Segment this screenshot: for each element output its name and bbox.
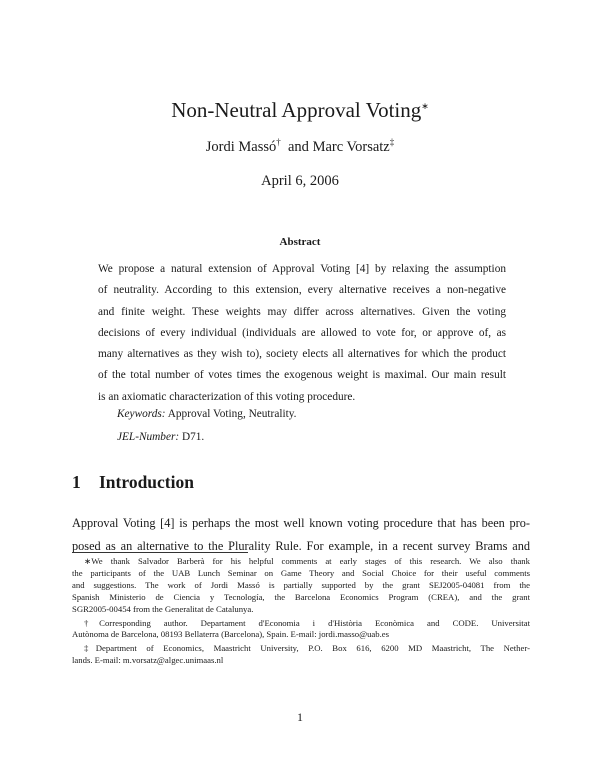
section-number: 1: [72, 472, 81, 492]
author-masso-mark: †: [276, 137, 281, 148]
author-separator: and: [288, 139, 309, 155]
title-footnote-mark: ∗: [421, 101, 429, 111]
footnote-line: SGR2005-00454 from the Generalitat de Catalunya.: [72, 603, 254, 614]
keywords: [117, 408, 296, 420]
section-title: Introduction: [99, 472, 194, 492]
abstract-line: is an axiomatic characterization of this voting procedure.: [98, 390, 356, 403]
footnote-line: Autònoma de Barcelona, 08193 Bellaterra (Barcelona), Spain. E-mail: jordi.masso@uab.es: [72, 629, 390, 640]
abstract-line: of the total number of votes times the exogenous weight is maximal. Our main result: [98, 369, 506, 382]
author-vorsatz-mark: ‡: [389, 137, 395, 148]
footnote-line: the participants of the UAB Lunch Seminar on Game Theory and Social Choice for their useful comments: [72, 567, 530, 578]
intro-line: posed as an alternative to the Plurality Rule. For example, in a recent survey Brams and: [72, 539, 530, 553]
footnote-line: ∗We thank Salvador Barberà for his helpful comments at early stages of this research. We also thank: [84, 556, 530, 566]
page-number: 1: [297, 710, 303, 724]
intro-line: Approval Voting [4] is perhaps the most well known voting procedure that has been pro-: [72, 516, 530, 530]
footnote-vorsatz-affiliation: [72, 643, 530, 667]
abstract-body: [98, 259, 506, 408]
footnote-line: lands. E-mail: m.vorsatz@algec.unimaas.nl: [72, 655, 224, 666]
paper-date: April 6, 2006: [261, 173, 339, 189]
footnote-line: Spanish Ministerio de Ciencia y Tecnología, the Barcelona Economics Program (CREA), and the grant: [72, 591, 530, 602]
jel-value: D71.: [181, 431, 205, 443]
abstract-line: many alternatives as they wish to), society elects all alternatives for which the product: [98, 348, 506, 361]
abstract-line: of neutrality. According to this extension, every alternative receives a non-negative: [98, 284, 506, 297]
keywords-value: Approval Voting, Neutrality.: [167, 408, 297, 420]
jel-label: JEL-Number:: [117, 431, 180, 443]
footnote-line: and suggestions. The work of Jordi Massó is partially supported by the grant SEJ2005-04081 from the: [72, 579, 530, 590]
abstract-line: decisions of every individual (individuals are allowed to vote for, or approve of, as: [98, 326, 506, 339]
author-masso: Jordi Massó: [205, 139, 277, 155]
paper-title: [0, 97, 600, 123]
abstract-line: and finite weight. These weights may differ across alternatives. Given the voting: [98, 305, 506, 318]
author-vorsatz: Marc Vorsatz: [312, 139, 390, 155]
footnote-line: †Corresponding author. Departament d'Economia i d'Història Econòmica and CODE. Universitat: [84, 617, 530, 628]
section-heading-introduction: [72, 472, 194, 493]
footnote-acknowledgements: [72, 556, 530, 616]
abstract-heading: Abstract: [279, 236, 321, 248]
footnotes: [72, 556, 530, 669]
keywords-label: Keywords:: [117, 408, 166, 420]
footnote-rule: [72, 552, 248, 553]
footnote-corresponding-author: [72, 618, 530, 642]
abstract-line: We propose a natural extension of Approval Voting [4] by relaxing the assumption: [98, 263, 506, 275]
author-list: [0, 139, 600, 156]
jel-number: [117, 431, 204, 443]
title-text: Non-Neutral Approval Voting: [171, 98, 422, 122]
footnote-line: ‡Department of Economics, Maastricht University, P.O. Box 616, 6200 MD Maastricht, The Nether-: [84, 643, 530, 654]
